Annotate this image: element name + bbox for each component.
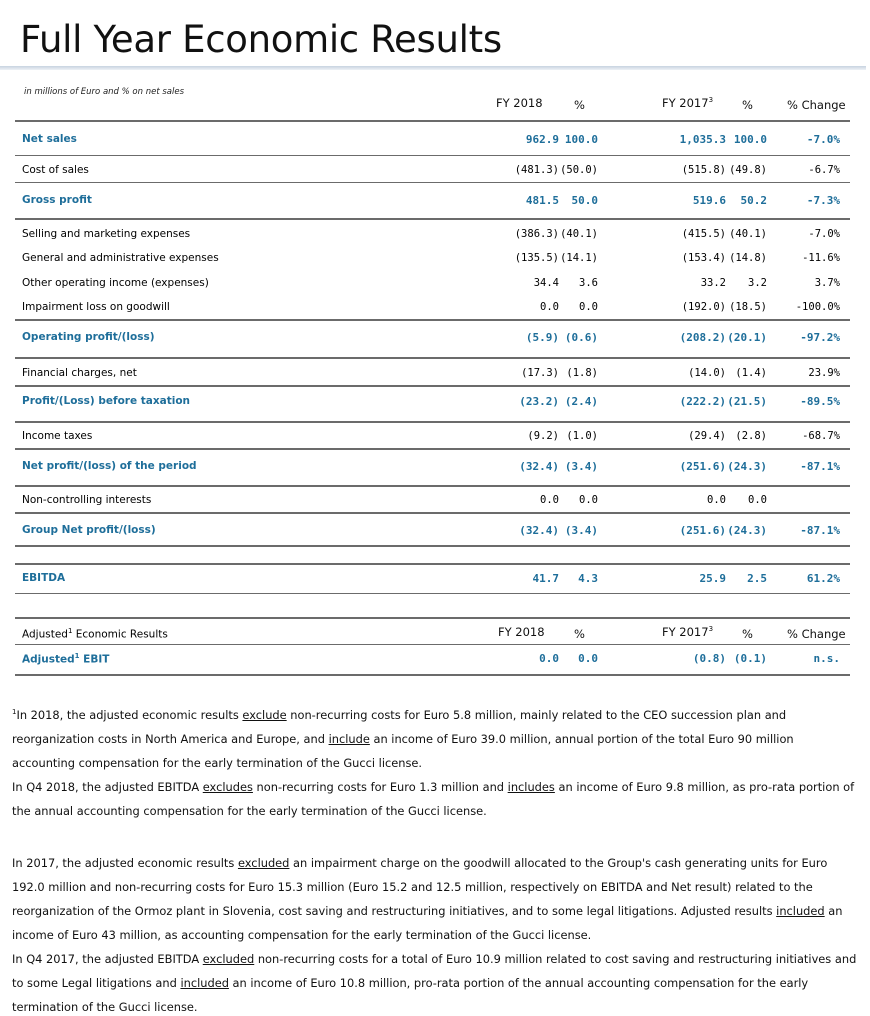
- fy2017-pct: (2.8): [735, 430, 767, 442]
- adjusted-header-change: % Change: [787, 627, 846, 641]
- adjusted-ebit-pct2: (0.1): [733, 652, 767, 665]
- row-label: Gross profit: [22, 194, 92, 206]
- fy2018-pct: (1.0): [566, 430, 598, 442]
- fy2017-value: (415.5): [681, 228, 726, 240]
- title-rule: [0, 66, 866, 70]
- fy2017-pct: (21.5): [727, 395, 767, 408]
- adjusted-header-label: Adjusted$^1$ Economic Results: [22, 627, 168, 641]
- fy2017-pct: 0.0: [748, 494, 767, 506]
- fy2017-value: 1,035.3: [679, 133, 726, 146]
- row-divider: [15, 485, 850, 487]
- header-fy2017: FY 2017$^3$: [662, 96, 714, 110]
- change-value: -97.2%: [800, 331, 840, 344]
- fy2018-value: 0.0: [540, 494, 559, 506]
- table-row-net-sales: [15, 128, 850, 152]
- change-value: -11.6%: [802, 252, 840, 264]
- fy2018-value: (32.4): [519, 524, 559, 537]
- fy2017-pct: (20.1): [727, 331, 767, 344]
- row-label: Operating profit/(loss): [22, 331, 155, 343]
- change-value: -7.0%: [808, 228, 840, 240]
- fy2017-pct: 50.2: [740, 194, 767, 207]
- header-divider: [15, 120, 850, 122]
- adjusted-ebit-row: [15, 647, 850, 671]
- fy2018-pct: 100.0: [564, 133, 598, 146]
- fy2017-value: (153.4): [681, 252, 726, 264]
- fy2017-value: (515.8): [681, 164, 726, 176]
- change-value: -7.3%: [806, 194, 840, 207]
- fy2017-value: (14.0): [688, 367, 726, 379]
- row-label: Net profit/(loss) of the period: [22, 460, 197, 472]
- fy2017-pct: (40.1): [729, 228, 767, 240]
- fy2018-pct: 3.6: [579, 277, 598, 289]
- table-row-financial-charges: [15, 362, 850, 386]
- fy2018-pct: (0.6): [564, 331, 598, 344]
- adjusted-ebit-fy2018: 0.0: [539, 652, 559, 665]
- fy2017-pct: (14.8): [729, 252, 767, 264]
- adjusted-header-pct2: %: [742, 627, 753, 641]
- row-label: Cost of sales: [22, 164, 89, 176]
- fy2017-value: (29.4): [688, 430, 726, 442]
- table-row-operating-profit: [15, 326, 850, 350]
- table-row-group-net-profit: [15, 519, 850, 543]
- fy2018-pct: (50.0): [560, 164, 598, 176]
- adjusted-ebit-label: Adjusted$^1$ EBIT: [22, 652, 110, 666]
- header-pct1: %: [574, 98, 585, 112]
- table-row-selling-marketing: [15, 223, 850, 247]
- row-divider: [15, 563, 850, 565]
- fy2017-pct: (24.3): [727, 460, 767, 473]
- table-row-non-controlling: [15, 489, 850, 513]
- fy2017-pct: (24.3): [727, 524, 767, 537]
- fy2018-pct: (3.4): [564, 460, 598, 473]
- fy2018-pct: (2.4): [564, 395, 598, 408]
- fy2018-value: 41.7: [532, 572, 559, 585]
- table-row-ebitda: [15, 567, 850, 591]
- fy2018-value: (9.2): [527, 430, 559, 442]
- adjusted-header-pct1: %: [574, 627, 585, 641]
- fy2017-value: (192.0): [681, 301, 726, 313]
- row-label: Income taxes: [22, 430, 93, 442]
- row-label: Financial charges, net: [22, 367, 137, 379]
- table-row-income-taxes: [15, 425, 850, 449]
- fy2017-pct: (1.4): [735, 367, 767, 379]
- page-title: Full Year Economic Results: [20, 18, 502, 61]
- footnote-q4-2017: In Q4 2017, the adjusted EBITDA excluded non-recurring costs for a total of Euro 10.9 million related to cost saving and restructuring initiatives and to some Legal litigations and included an income of Euro 10.8 million, pro-rata portion of the annual accounting compensation for the early termination of the Gucci license.: [12, 951, 857, 1014]
- table-row-other-operating: [15, 272, 850, 296]
- row-label: Non-controlling interests: [22, 494, 152, 506]
- row-label: Group Net profit/(loss): [22, 524, 156, 536]
- row-label: Impairment loss on goodwill: [22, 301, 170, 313]
- fy2017-value: (222.2): [679, 395, 726, 408]
- fy2018-value: (5.9): [525, 331, 559, 344]
- fy2018-pct: 0.0: [579, 494, 598, 506]
- fy2018-value: (135.5): [514, 252, 559, 264]
- row-divider: [15, 545, 850, 547]
- fy2017-pct: 2.5: [747, 572, 767, 585]
- row-label: Selling and marketing expenses: [22, 228, 191, 240]
- row-label: Other operating income (expenses): [22, 277, 209, 289]
- table-row-general-admin: [15, 247, 850, 271]
- footnote-2017: In 2017, the adjusted economic results excluded an impairment charge on the goodwill allocated to the Group's cash generating units for Euro 192.0 million and non-recurring costs for Euro 15.3 million (Euro 15.2 and 12.5 million, respectively on EBITDA and Net result) related to the reorganization of the Ormoz plant in Slovenia, cost saving and restructuring initiatives, and to some legal litigations. Adjusted results included an income of Euro 43 million, as accounting compensation for the early termination of the Gucci license.: [12, 855, 843, 942]
- fy2017-value: 33.2: [700, 277, 726, 289]
- footnote-q4-2018: In Q4 2018, the adjusted EBITDA excludes non-recurring costs for Euro 1.3 million and includes an income of Euro 9.8 million, as pro-rata portion of the annual accounting compensation for the early termination of the Gucci license.: [12, 779, 855, 818]
- table-row-profit-before-tax: [15, 390, 850, 414]
- row-divider: [15, 357, 850, 359]
- fy2018-pct: 0.0: [579, 301, 598, 313]
- adjusted-header-row: [15, 622, 850, 646]
- footnotes: [12, 700, 858, 1016]
- fy2018-pct: (3.4): [564, 524, 598, 537]
- fy2018-value: (17.3): [521, 367, 559, 379]
- fy2017-value: 519.6: [692, 194, 726, 207]
- row-divider: [15, 155, 850, 156]
- adjusted-header-fy2018: FY 2018: [498, 625, 545, 639]
- table-row-cost-of-sales: [15, 159, 850, 183]
- change-value: -6.7%: [808, 164, 840, 176]
- fy2018-value: (481.3): [514, 164, 559, 176]
- adjusted-ebit-fy2017: (0.8): [692, 652, 726, 665]
- fy2018-value: (23.2): [519, 395, 559, 408]
- change-value: 3.7%: [814, 277, 840, 289]
- adjusted-top-divider: [15, 617, 850, 619]
- change-value: -100.0%: [795, 301, 840, 313]
- table-row-impairment-goodwill: [15, 296, 850, 320]
- header-change: % Change: [787, 98, 846, 112]
- row-divider: [15, 218, 850, 220]
- header-pct2: %: [742, 98, 753, 112]
- fy2018-value: 34.4: [533, 277, 559, 289]
- fy2018-pct: (1.8): [566, 367, 598, 379]
- fy2017-pct: (18.5): [729, 301, 767, 313]
- change-value: -89.5%: [800, 395, 840, 408]
- table-row-gross-profit: [15, 189, 850, 213]
- units-note: in millions of Euro and % on net sales: [24, 87, 185, 97]
- fy2017-value: (251.6): [679, 460, 726, 473]
- change-value: -87.1%: [800, 524, 840, 537]
- change-value: -7.0%: [806, 133, 840, 146]
- fy2018-value: 962.9: [525, 133, 559, 146]
- fy2018-value: (32.4): [519, 460, 559, 473]
- change-value: 23.9%: [808, 367, 840, 379]
- adjusted-ebit-change: n.s.: [813, 652, 840, 665]
- fy2018-value: (386.3): [514, 228, 559, 240]
- fy2017-value: 0.0: [707, 494, 726, 506]
- fy2017-value: (208.2): [679, 331, 726, 344]
- fy2017-pct: 3.2: [748, 277, 767, 289]
- change-value: -68.7%: [802, 430, 840, 442]
- fy2017-value: (251.6): [679, 524, 726, 537]
- footnote-2018: $^1$In 2018, the adjusted economic results exclude non-recurring costs for Euro 5.8 million, mainly related to the CEO succession plan and reorganization costs in North America and Europe, and include an income of Euro 39.0 million, annual portion of the total Euro 90 million accounting compensation for the early termination of the Gucci license.: [12, 707, 794, 770]
- change-value: 61.2%: [806, 572, 840, 585]
- table-row-net-profit: [15, 455, 850, 479]
- adjusted-header-fy2017: FY 2017$^3$: [662, 625, 714, 639]
- fy2018-pct: 50.0: [571, 194, 598, 207]
- row-label: Profit/(Loss) before taxation: [22, 395, 191, 407]
- adjusted-ebit-pct1: 0.0: [578, 652, 598, 665]
- adjusted-bottom-divider: [15, 674, 850, 676]
- fy2018-value: 0.0: [540, 301, 559, 313]
- fy2018-pct: (40.1): [560, 228, 598, 240]
- row-divider: [15, 593, 850, 594]
- adjusted-header-divider: [15, 644, 850, 645]
- fy2017-value: 25.9: [699, 572, 726, 585]
- fy2017-pct: 100.0: [733, 133, 767, 146]
- fy2018-value: 481.5: [525, 194, 559, 207]
- header-fy2018: FY 2018: [496, 96, 543, 110]
- fy2018-pct: (14.1): [560, 252, 598, 264]
- fy2018-pct: 4.3: [578, 572, 598, 585]
- row-label: EBITDA: [22, 572, 66, 584]
- row-label: Net sales: [22, 133, 77, 145]
- row-divider: [15, 421, 850, 423]
- change-value: -87.1%: [800, 460, 840, 473]
- row-label: General and administrative expenses: [22, 252, 219, 264]
- fy2017-pct: (49.8): [729, 164, 767, 176]
